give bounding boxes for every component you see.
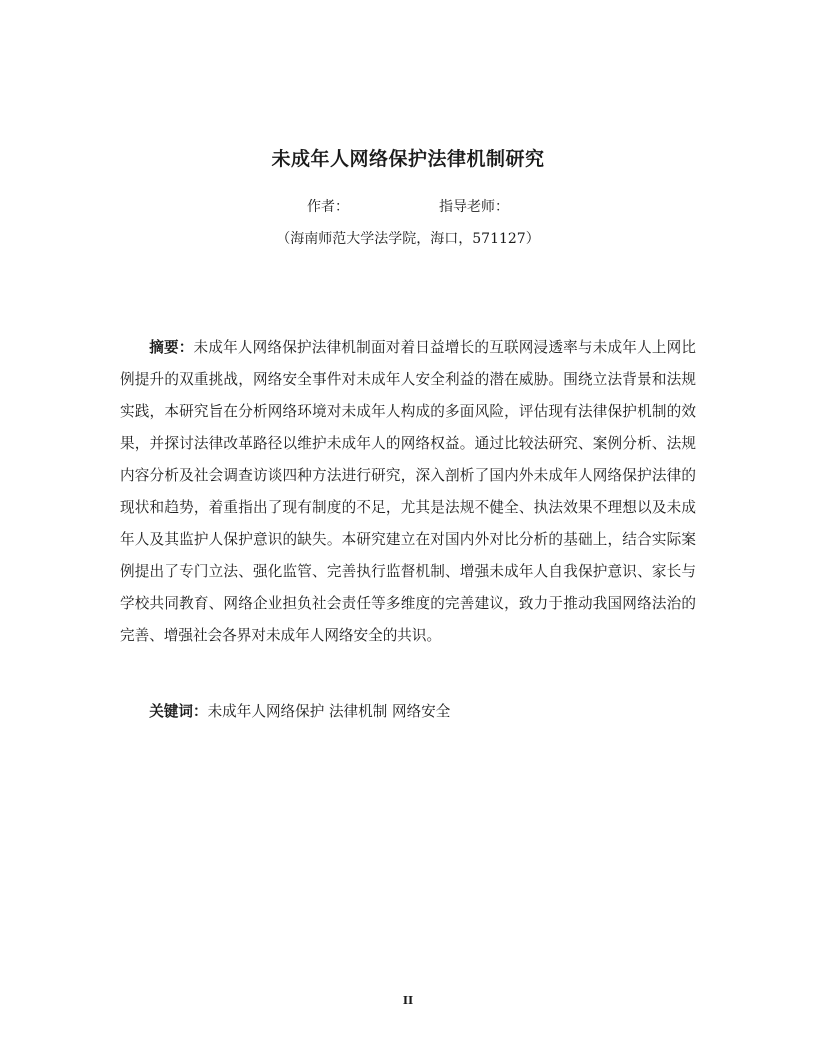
keywords-text: 未成年人网络保护 法律机制 网络安全	[207, 703, 451, 720]
keywords-label: 关键词：	[149, 703, 208, 720]
author-line	[0, 196, 816, 216]
keywords-line	[120, 700, 696, 724]
paper-title: 未成年人网络保护法律机制研究	[271, 148, 545, 170]
author-label: 作者：	[307, 199, 349, 215]
abstract-label: 摘要：	[149, 339, 194, 356]
affiliation: （海南师范大学法学院，海口，571127）	[276, 231, 540, 247]
advisor-label: 指导老师：	[439, 199, 509, 215]
abstract-paragraph	[120, 332, 696, 652]
abstract-text: 未成年人网络保护法律机制面对着日益增长的互联网浸透率与未成年人上网比例提升的双重挑战，网络安全事件对未成年人安全利益的潜在威胁。围绕立法背景和法规实践，本研究旨在分析网络环境对未成年人构成的多面风险，评估现有法律保护机制的效果，并探讨法律改革路径以维护未成年人的网络权益。通过比较法研究、案例分析、法规内容分析及社会调查访谈四种方法进行研究，深入剖析了国内外未成年人网络保护法律的现状和趋势，着重指出了现有制度的不足，尤其是法规不健全、执法效果不理想以及未成年人及其监护人保护意识的缺失。本研究建立在对国内外对比分析的基础上，结合实际案例提出了专门立法、强化监管、完善执行监督机制、增强未成年人自我保护意识、家长与学校共同教育、网络企业担负社会责任等多维度的完善建议，致力于推动我国网络法治的完善、增强社会各界对未成年人网络安全的共识。	[120, 339, 696, 644]
page-number: II	[402, 994, 414, 1007]
